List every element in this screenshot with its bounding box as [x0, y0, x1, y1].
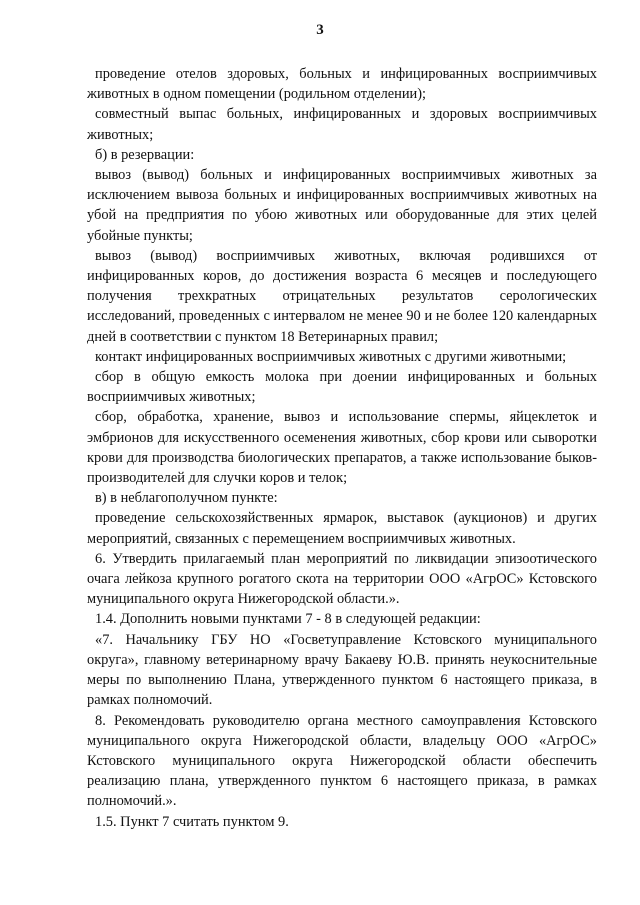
- paragraph-item-6: 6. Утвердить прилагаемый план мероприятий по ликвидации эпизоотического очага лейкоза крупного рогатого скота на территории ООО «АгрОС» Кстовского муниципального округа Нижегородской области.».: [87, 550, 597, 608]
- paragraph-fairs: проведение сельскохозяйственных ярмарок, выставок (аукционов) и других мероприятий, связанных с перемещением восприимчивых животных.: [87, 510, 597, 547]
- paragraph-grazing: совместный выпас больных, инфицированных и здоровых восприимчивых животных;: [87, 106, 597, 143]
- paragraph-removal-sick: вывоз (вывод) больных и инфицированных восприимчивых животных за исключением вывоза больных и инфицированных восприимчивых животных на убой на предприятия по убою животных или оборудованные для этих целей убойные пункты;: [87, 167, 597, 244]
- paragraph-unfavorable-heading: в) в неблагополучном пункте:: [95, 490, 278, 507]
- paragraph-item-8: 8. Рекомендовать руководителю органа местного самоуправления Кстовского муниципального округа Нижегородской области, владельцу ООО «АгрОС» Кстовского муниципального округа Нижегородской области обеспечить реализацию плана, утвержденного пунктом 6 настоящего приказа, в рамках полномочий.».: [87, 712, 597, 810]
- paragraph-sperm-collection: сбор, обработка, хранение, вывоз и использование спермы, яйцеклеток и эмбрионов для искусственного осеменения животных, сбор крови или сыворотки крови для производства биологических препаратов, а также использование быков-производителей для случки коров и телок;: [87, 409, 597, 487]
- paragraph-item-7: «7. Начальнику ГБУ НО «Госветуправление Кстовского муниципального округа», главному ветеринарному врачу Бакаеву Ю.В. принять неукоснительные меры по выполнению Плана, утвержденного пунктом 6 настоящего приказа, в рамках полномочий.: [87, 631, 597, 709]
- paragraph-reservation-heading: б) в резервации:: [95, 146, 195, 163]
- document-body: [87, 64, 597, 832]
- page-number: 3: [316, 22, 324, 38]
- paragraph-contact: контакт инфицированных восприимчивых животных с другими животными;: [95, 348, 567, 365]
- paragraph-calving: проведение отелов здоровых, больных и инфицированных восприимчивых животных в одном помещении (родильном отделении);: [87, 66, 597, 103]
- paragraph-removal-susceptible: вывоз (вывод) восприимчивых животных, включая родившихся от инфицированных коров, до достижения возраста 6 месяцев и последующего получения трехкратных отрицательных результатов серологических исследований, проведенных с интервалом не менее 90 и не более 120 календарных дней в соответствии с пунктом 18 Ветеринарных правил;: [87, 247, 597, 345]
- paragraph-1-4: 1.4. Дополнить новыми пунктами 7 - 8 в следующей редакции:: [95, 611, 481, 628]
- paragraph-1-5: 1.5. Пункт 7 считать пунктом 9.: [95, 813, 289, 830]
- paragraph-milk-collection: сбор в общую емкость молока при доении инфицированных и больных восприимчивых животных;: [87, 369, 597, 406]
